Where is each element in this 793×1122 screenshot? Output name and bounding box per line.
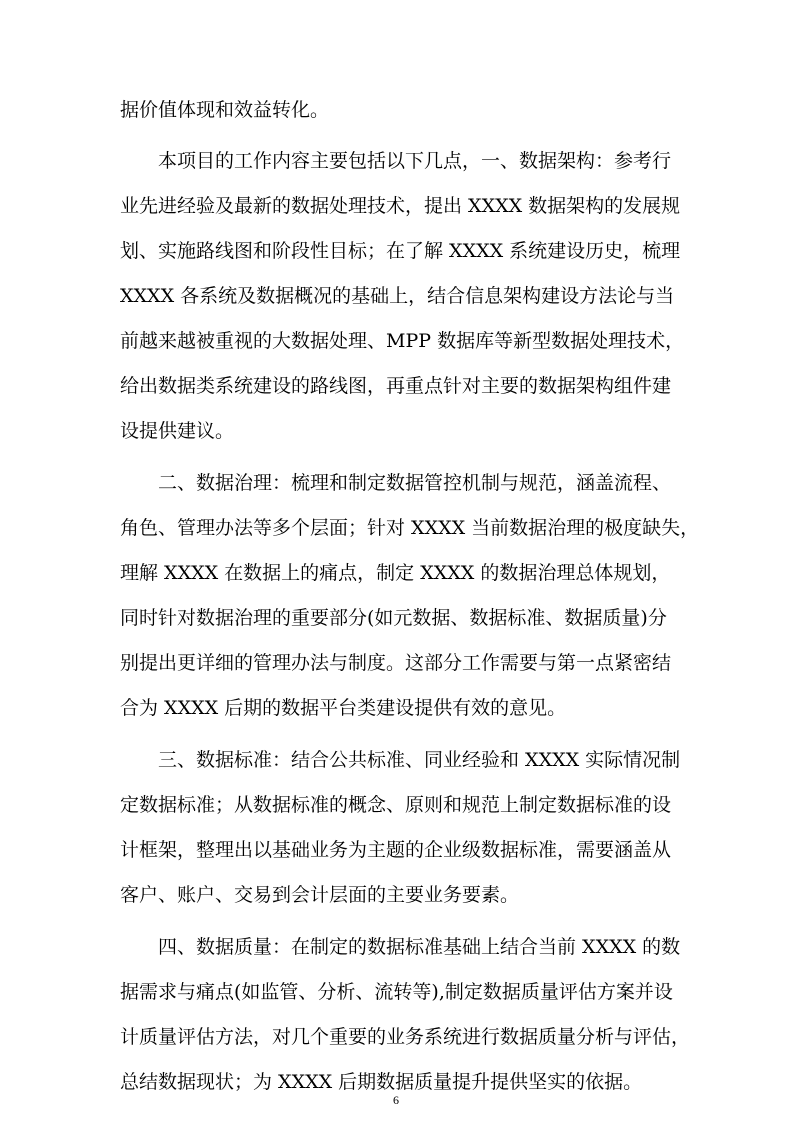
paragraph-2-line-0: 二、数据治理：梳理和制定数据管控机制与规范，涵盖流程、 <box>158 472 672 494</box>
paragraph-1-line-3: XXXX 各系统及数据概况的基础上，结合信息架构建设方法论与当 <box>120 285 675 307</box>
paragraph-1-line-6: 设提供建议。 <box>120 420 235 442</box>
paragraph-1-line-0: 本项目的工作内容主要包括以下几点，一、数据架构：参考行 <box>158 150 672 172</box>
paragraph-1-line-2: 划、实施路线图和阶段性目标；在了解 XXXX 系统建设历史，梳理 <box>120 240 681 262</box>
paragraph-4-line-0: 四、数据质量：在制定的数据标准基础上结合当前 XXXX 的数 <box>158 936 681 958</box>
paragraph-3-line-0: 三、数据标准：结合公共标准、同业经验和 XXXX 实际情况制 <box>158 749 681 771</box>
paragraph-1-line-4: 前越来越被重视的大数据处理、MPP 数据库等新型数据处理技术， <box>120 330 685 352</box>
paragraph-4-line-2: 计质量评估方法，对几个重要的业务系统进行数据质量分析与评估， <box>120 1026 691 1048</box>
paragraph-1-line-1: 业先进经验及最新的数据处理技术，提出 XXXX 数据架构的发展规 <box>120 195 681 217</box>
paragraph-4-line-1: 据需求与痛点(如监管、分析、流转等),制定数据质量评估方案并设 <box>120 981 673 1003</box>
paragraph-2-line-2: 理解 XXXX 在数据上的痛点，制定 XXXX 的数据治理总体规划， <box>120 562 671 584</box>
paragraph-0-line-0: 据价值体现和效益转化。 <box>120 99 330 121</box>
paragraph-2-line-1: 角色、管理办法等多个层面；针对 XXXX 当前数据治理的极度缺失， <box>120 517 700 539</box>
paragraph-4-line-3: 总结数据现状；为 XXXX 后期数据质量提升提供坚实的依据。 <box>120 1071 643 1093</box>
paragraph-3-line-1: 定数据标准；从数据标准的概念、原则和规范上制定数据标准的设 <box>120 794 672 816</box>
paragraph-2-line-3: 同时针对数据治理的重要部分(如元数据、数据标准、数据质量)分 <box>120 607 667 629</box>
paragraph-3-line-3: 客户、账户、交易到会计层面的主要业务要素。 <box>120 884 520 906</box>
paragraph-2-line-5: 合为 XXXX 后期的数据平台类建设提供有效的意见。 <box>120 697 567 719</box>
paragraph-2-line-4: 别提出更详细的管理办法与制度。这部分工作需要与第一点紧密结 <box>120 652 672 674</box>
paragraph-3-line-2: 计框架，整理出以基础业务为主题的企业级数据标准，需要涵盖从 <box>120 839 672 861</box>
paragraph-1-line-5: 给出数据类系统建设的路线图，再重点针对主要的数据架构组件建 <box>120 375 672 397</box>
page-number: 6 <box>393 1093 399 1107</box>
